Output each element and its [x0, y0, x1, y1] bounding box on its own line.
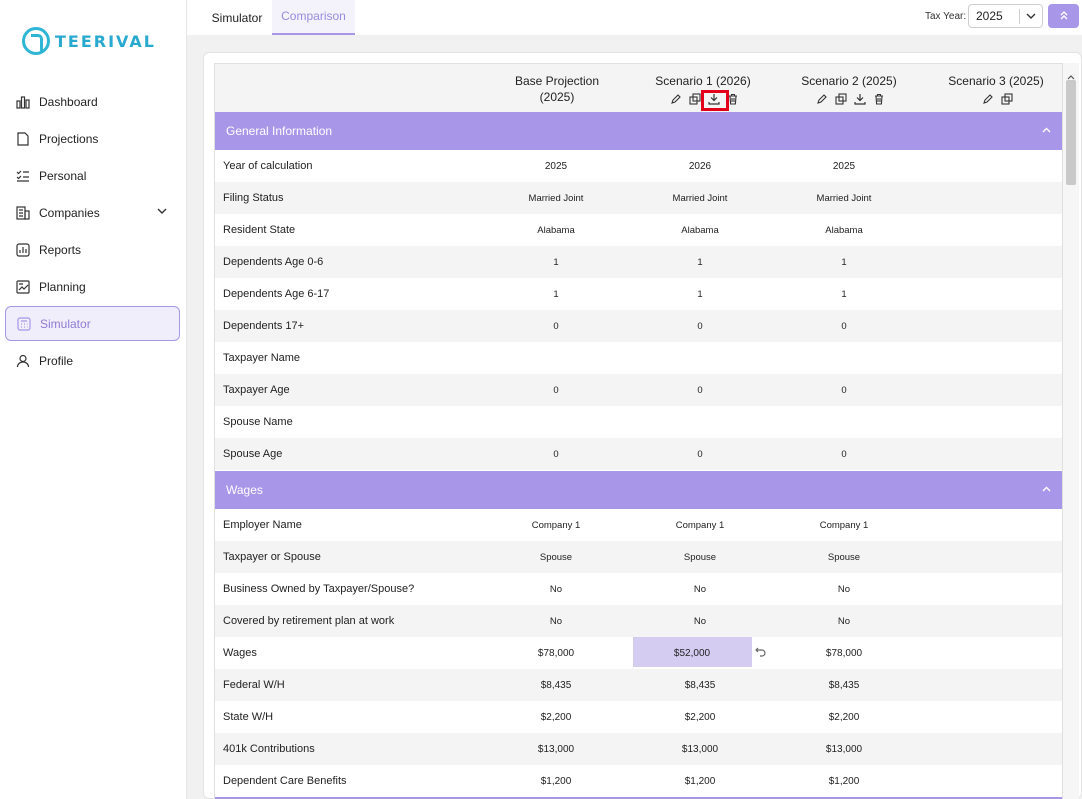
table-row — [215, 374, 1063, 406]
edit-icon[interactable] — [669, 92, 682, 105]
sidebar-item-companies[interactable] — [5, 195, 180, 230]
cell-scenario-2[interactable]: No — [837, 615, 851, 627]
cell-base[interactable]: $13,000 — [537, 743, 575, 755]
row-label: Taxpayer Age — [223, 384, 290, 396]
table-row — [215, 310, 1063, 342]
undo-icon[interactable] — [755, 646, 767, 661]
cell-scenario-2[interactable]: Alabama — [825, 224, 863, 236]
download-highlight — [701, 90, 729, 111]
column-title: Scenario 3 (2025) — [948, 74, 1044, 88]
cell-scenario-1[interactable]: Alabama — [681, 224, 719, 236]
column-header-scenario-2 — [784, 73, 914, 89]
column-subtitle: (2025) — [539, 90, 575, 104]
row-label: 401k Contributions — [223, 743, 315, 755]
sidebar-item-label: Profile — [39, 353, 74, 368]
double-chevron-up-icon — [1059, 7, 1069, 25]
cell-scenario-1[interactable]: $8,435 — [684, 679, 716, 691]
cell-scenario-2[interactable]: $78,000 — [825, 647, 863, 659]
table-row — [215, 438, 1063, 470]
section-title: Wages — [226, 483, 263, 497]
cell-base[interactable]: Spouse — [539, 551, 573, 563]
tab-simulator[interactable]: Simulator — [211, 10, 263, 25]
row-label: Spouse Name — [223, 416, 293, 428]
sidebar-item-simulator[interactable] — [5, 306, 180, 341]
cell-base[interactable]: Alabama — [537, 224, 575, 236]
table-row — [215, 406, 1063, 438]
cell-scenario-1[interactable]: Spouse — [683, 551, 717, 563]
table-row — [215, 605, 1063, 637]
row-label: Taxpayer Name — [223, 352, 301, 364]
vertical-scrollbar[interactable] — [1063, 63, 1079, 799]
cell-scenario-1[interactable]: 1 — [697, 288, 703, 300]
row-label: Federal W/H — [223, 679, 285, 691]
cell-base[interactable]: $2,200 — [540, 711, 572, 723]
building-icon — [15, 205, 31, 221]
table-row — [215, 150, 1063, 182]
chevron-down-icon[interactable] — [1025, 10, 1037, 25]
tax-year-value: 2025 — [976, 9, 1003, 23]
bar-chart-icon — [15, 94, 31, 110]
row-label: Dependents Age 6-17 — [223, 288, 330, 300]
row-label: Business Owned by Taxpayer/Spouse? — [223, 583, 415, 595]
cell-scenario-2[interactable]: $2,200 — [828, 711, 860, 723]
table-row — [215, 541, 1063, 573]
cell-scenario-2[interactable]: 0 — [841, 448, 847, 460]
sidebar — [0, 0, 187, 799]
logo-text: TEERIVAL — [55, 31, 156, 51]
collapse-all-button[interactable] — [1048, 4, 1079, 28]
cell-scenario-1[interactable]: $13,000 — [681, 743, 719, 755]
cell-scenario-1[interactable]: Company 1 — [675, 519, 725, 531]
comparison-table — [214, 63, 1063, 799]
cell-scenario-1-edited[interactable]: $52,000 — [673, 647, 711, 659]
sidebar-item-label: Planning — [39, 279, 86, 294]
chevron-up-icon[interactable] — [1041, 125, 1052, 139]
table-row — [215, 669, 1063, 701]
cell-scenario-2[interactable]: 1 — [841, 256, 847, 268]
report-icon — [15, 242, 31, 258]
row-label: Resident State — [223, 224, 296, 236]
cell-scenario-1[interactable]: $2,200 — [684, 711, 716, 723]
cell-base[interactable]: 0 — [553, 384, 559, 396]
cell-scenario-1[interactable]: 2026 — [688, 160, 712, 172]
row-label: Employer Name — [223, 519, 302, 531]
row-label: Covered by retirement plan at work — [223, 615, 395, 627]
cell-scenario-2[interactable]: Married Joint — [816, 192, 872, 204]
user-icon — [15, 353, 31, 369]
sidebar-item-profile[interactable] — [5, 343, 180, 378]
tax-year-label: Tax Year: — [925, 11, 967, 22]
logo-icon — [22, 27, 50, 55]
table-row — [215, 733, 1063, 765]
row-label: State W/H — [223, 711, 274, 723]
cell-base[interactable]: $78,000 — [537, 647, 575, 659]
section-wages[interactable] — [215, 471, 1063, 509]
sidebar-item-label: Dashboard — [39, 94, 98, 109]
sidebar-item-reports[interactable] — [5, 232, 180, 267]
scenario-3-actions — [981, 92, 1013, 106]
sidebar-nav — [5, 84, 180, 380]
duplicate-icon[interactable] — [1000, 92, 1013, 105]
download-icon[interactable] — [853, 92, 866, 105]
cell-base[interactable]: Company 1 — [531, 519, 581, 531]
table-row — [215, 509, 1063, 541]
cell-scenario-2[interactable]: $8,435 — [828, 679, 860, 691]
cell-scenario-1[interactable]: 0 — [697, 384, 703, 396]
table-row — [215, 342, 1063, 374]
table-row — [215, 701, 1063, 733]
duplicate-icon[interactable] — [834, 92, 847, 105]
table-header — [215, 64, 1063, 112]
cell-scenario-1[interactable]: 0 — [697, 320, 703, 332]
row-label: Dependent Care Benefits — [223, 775, 347, 787]
cell-base[interactable]: No — [549, 583, 563, 595]
column-header-scenario-1 — [638, 73, 768, 89]
edit-icon[interactable] — [981, 92, 994, 105]
column-header-base — [492, 73, 622, 105]
sidebar-item-personal[interactable] — [5, 158, 180, 193]
column-title: Base Projection — [514, 74, 600, 88]
cell-scenario-2[interactable]: 0 — [841, 320, 847, 332]
sidebar-item-planning[interactable] — [5, 269, 180, 304]
delete-icon[interactable] — [872, 92, 885, 105]
table-row — [215, 765, 1063, 797]
cell-base[interactable]: 0 — [553, 448, 559, 460]
sidebar-item-label: Companies — [39, 205, 100, 220]
top-bar — [187, 0, 1082, 35]
cell-scenario-2[interactable]: $13,000 — [825, 743, 863, 755]
cell-scenario-1[interactable]: $1,200 — [684, 775, 716, 787]
column-header-scenario-3 — [931, 73, 1061, 89]
row-label: Wages — [223, 647, 257, 659]
row-label: Year of calculation — [223, 160, 313, 172]
table-row — [215, 246, 1063, 278]
scrollbar-thumb[interactable] — [1066, 80, 1076, 185]
planning-icon — [15, 279, 31, 295]
row-label: Dependents 17+ — [223, 320, 305, 332]
teerival-logo[interactable] — [22, 27, 156, 55]
cell-scenario-2[interactable]: 1 — [841, 288, 847, 300]
cell-base[interactable]: No — [549, 615, 563, 627]
chevron-down-icon[interactable] — [156, 205, 168, 220]
cell-base[interactable]: $8,435 — [540, 679, 572, 691]
row-label: Dependents Age 0-6 — [223, 256, 324, 268]
section-general-information[interactable] — [215, 112, 1063, 150]
select-divider — [1019, 9, 1020, 24]
sidebar-item-dashboard[interactable] — [5, 84, 180, 119]
sidebar-item-label: Personal — [39, 168, 87, 183]
table-row — [215, 637, 1063, 669]
cell-scenario-2[interactable]: 2025 — [832, 160, 856, 172]
table-row — [215, 182, 1063, 214]
table-row — [215, 278, 1063, 310]
edit-icon[interactable] — [815, 92, 828, 105]
cell-scenario-2[interactable]: 0 — [841, 384, 847, 396]
sidebar-item-label: Projections — [39, 131, 99, 146]
chevron-up-icon[interactable] — [1041, 484, 1052, 498]
cell-scenario-1[interactable]: No — [693, 615, 707, 627]
document-icon — [15, 131, 31, 147]
scenario-2-actions — [815, 92, 885, 106]
cell-scenario-1[interactable]: 0 — [697, 448, 703, 460]
checklist-icon — [15, 168, 31, 184]
cell-base[interactable]: 0 — [553, 320, 559, 332]
cell-scenario-1[interactable]: Married Joint — [672, 192, 728, 204]
cell-scenario-2[interactable]: Company 1 — [819, 519, 869, 531]
section-title: General Information — [226, 124, 333, 138]
sidebar-item-label: Reports — [39, 242, 82, 257]
cell-scenario-1[interactable]: No — [693, 583, 707, 595]
sidebar-item-label: Simulator — [40, 316, 91, 331]
duplicate-icon[interactable] — [688, 92, 701, 105]
sidebar-item-projections[interactable] — [5, 121, 180, 156]
tax-year-select[interactable] — [968, 4, 1043, 28]
cell-base[interactable]: 1 — [553, 256, 559, 268]
cell-base[interactable]: $1,200 — [540, 775, 572, 787]
table-row — [215, 573, 1063, 605]
row-label: Filing Status — [223, 192, 284, 204]
table-row — [215, 214, 1063, 246]
calculator-icon — [16, 316, 32, 332]
column-title: Scenario 2 (2025) — [801, 74, 897, 88]
tab-comparison[interactable]: Comparison — [272, 0, 355, 35]
cell-base[interactable]: Married Joint — [528, 192, 584, 204]
row-label: Spouse Age — [223, 448, 283, 460]
cell-scenario-2[interactable]: $1,200 — [828, 775, 860, 787]
cell-scenario-2[interactable]: Spouse — [827, 551, 861, 563]
row-label: Taxpayer or Spouse — [223, 551, 321, 563]
cell-scenario-1[interactable]: 1 — [697, 256, 703, 268]
cell-scenario-2[interactable]: No — [837, 583, 851, 595]
column-title: Scenario 1 (2026) — [655, 74, 751, 88]
cell-base[interactable]: 1 — [553, 288, 559, 300]
cell-base[interactable]: 2025 — [544, 160, 568, 172]
